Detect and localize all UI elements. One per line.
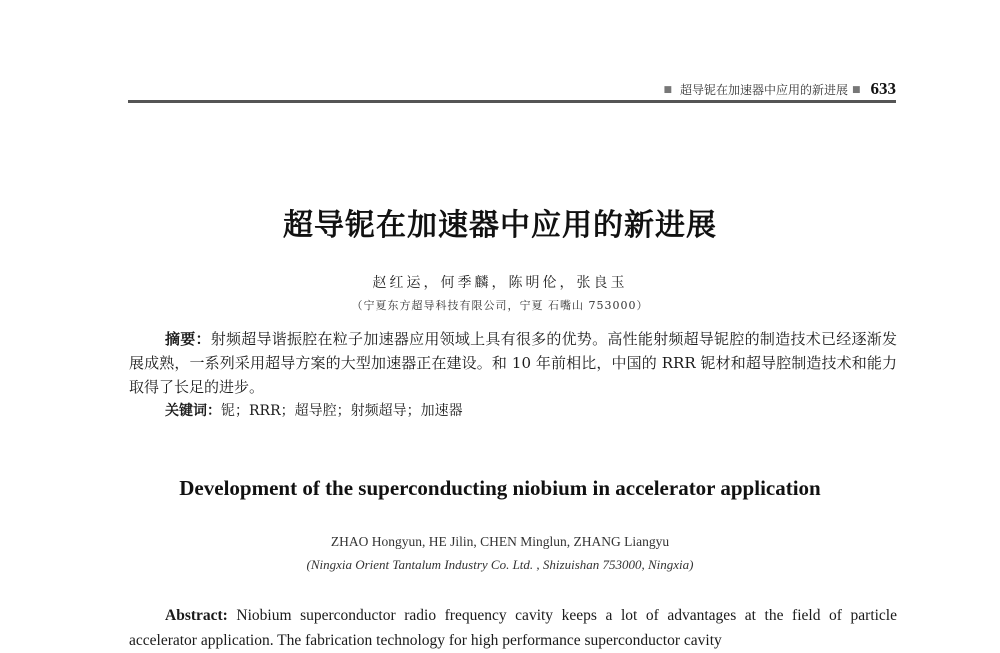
en-abstract xyxy=(129,603,897,653)
bullet-icon: ■ xyxy=(663,85,672,95)
cn-abstract xyxy=(129,327,897,399)
running-head xyxy=(560,79,896,101)
cn-keywords-text: 铌；RRR；超导腔；射频超导；加速器 xyxy=(221,403,463,419)
en-abstract-label: Abstract: xyxy=(165,607,228,624)
cn-abstract-text: 射频超导谐振腔在粒子加速器应用领域上具有很多的优势。高性能射频超导铌腔的制造技术已经逐渐发展成熟，一系列采用超导方案的大型加速器正在建设。和 10 年前相比，中国的 RRR 铌材和超导腔制造技术和能力取得了长足的进步。 xyxy=(129,330,897,396)
bullet-icon: ■ xyxy=(851,85,861,95)
header-rule xyxy=(128,100,896,103)
en-authors: ZHAO Hongyun, HE Jilin, CHEN Minglun, ZHANG Liangyu xyxy=(330,534,670,549)
running-title: 超导铌在加速器中应用的新进展 xyxy=(679,83,848,97)
cn-abstract-label: 摘要： xyxy=(165,330,211,348)
en-affiliation: (Ningxia Orient Tantalum Industry Co. Ltd. , Shizuishan 753000, Ningxia) xyxy=(306,557,694,572)
cn-affiliation: （宁夏东方超导科技有限公司，宁夏 石嘴山 753000） xyxy=(351,299,649,312)
en-title: Development of the superconducting niobium in accelerator application xyxy=(179,476,821,500)
en-abstract-text: Niobium superconductor radio frequency cavity keeps a lot of advantages at the field of particle accelerator application. The fabrication technology for high performance superconductor cavity xyxy=(129,607,897,649)
cn-title: 超导铌在加速器中应用的新进展 xyxy=(283,208,717,243)
cn-authors: 赵红运，何季麟，陈明伦，张良玉 xyxy=(372,275,628,291)
cn-keywords xyxy=(165,400,897,420)
cn-keywords-label: 关键词： xyxy=(165,403,221,419)
page-number: 633 xyxy=(870,79,896,98)
